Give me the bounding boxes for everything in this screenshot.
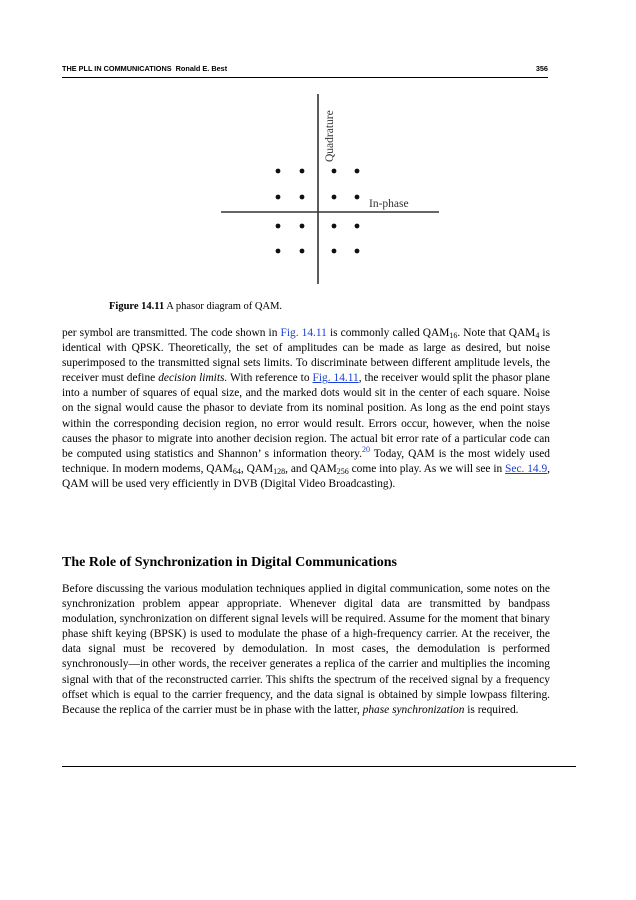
constellation-point <box>300 169 305 174</box>
paragraph-qam <box>62 326 550 492</box>
quadrature-label: Quadrature <box>324 110 336 162</box>
emphasis: decision limits. <box>158 372 228 385</box>
constellation-point <box>276 224 281 229</box>
figure-link[interactable]: Fig. 14.11 <box>312 372 359 385</box>
constellation-point <box>332 169 337 174</box>
figure-link[interactable]: Fig. 14.11 <box>280 327 327 339</box>
subscript: 128 <box>273 466 286 476</box>
section-link[interactable]: Sec. 14.9 <box>505 462 548 475</box>
in-phase-label: In-phase <box>369 198 409 210</box>
text-run: Today, QAM is the most widely used technique. In modern modems, QAM <box>62 447 551 475</box>
constellation-point <box>276 169 281 174</box>
subscript: 16 <box>449 331 458 340</box>
text-run: , the receiver would split the phasor plane into a number of squares of equal size, and the marked dots would sit in the center of each square. Noise on the signal would cause the phasor to deviate from its nominal position. As long as the end point stays within the corresponding decision region, no error would result. Errors occur, however, when the noise causes the phasor to migrate into another decision region. The actual bit error rate of a particular code can be computed using statistics and Shannon’ s information theory. <box>62 372 550 460</box>
subscript: 256 <box>336 466 349 476</box>
text-run: , QAM will be used very efficiently in DVB (Digital Video Broadcasting). <box>62 462 550 490</box>
text-run: , and QAM <box>285 462 337 475</box>
constellation-point <box>300 195 305 200</box>
caption-label: Figure 14.11 <box>109 301 165 312</box>
constellation-point <box>355 169 360 174</box>
page-number: 356 <box>535 64 548 73</box>
paragraph-synchronization <box>62 582 550 718</box>
section-heading: The Role of Synchronization in Digital Communications <box>62 555 397 570</box>
footer-rule <box>62 766 576 767</box>
text-run: Before discussing the various modulation techniques applied in digital communication, some notes on the synchronization problem appear appropriate. Whenever digital data are transmitted by bandpass modulation, synchronization on different signal levels will be required. Assume for the moment that binary phase shift keying (BPSK) is used to modulate the phase of a high-frequency carrier. At the receiver, the data signal must be recovered by demodulation. In most cases, the demodulation is performed synchronously—in other words, the receiver generates a replica of the carrier and multiplies the incoming signal with that of the reconstructed carrier. This shifts the spectrum of the received signal by a frequency offset which is equal to the carrier frequency, and the data signal is obtained by simple lowpass filtering. Because the replica of the carrier must be in phase with the latter, <box>62 583 550 716</box>
emphasis: phase synchronization <box>362 703 465 716</box>
constellation-point <box>355 195 360 200</box>
constellation-point <box>276 195 281 200</box>
header-author: Ronald E. Best <box>175 64 228 73</box>
constellation-point <box>332 195 337 200</box>
text-run: . Note that QAM <box>457 327 536 339</box>
text-run: , QAM <box>240 462 274 475</box>
constellation-point <box>355 224 360 229</box>
text-run: come into play. As we will see in <box>348 462 506 475</box>
text-run: is identical with QPSK. Theoretically, the set of amplitudes can be made as large as desired, but noise superimposed to the transmitted signal sets limits. To discriminate between different amplitude levels, the receiver must define <box>62 327 551 385</box>
header-title: THE PLL IN COMMUNICATIONS <box>62 64 172 73</box>
subscript: 4 <box>535 331 540 340</box>
constellation-point <box>332 224 337 229</box>
text-run: per symbol are transmitted. The code shown in <box>62 327 281 339</box>
constellation-point <box>276 249 281 254</box>
subscript: 64 <box>232 466 241 476</box>
constellation-point <box>300 224 305 229</box>
footnote-ref[interactable]: 20 <box>361 444 370 454</box>
constellation-point <box>300 249 305 254</box>
qam-phasor-diagram <box>215 90 445 290</box>
caption-text: A phasor diagram of QAM. <box>166 301 283 312</box>
text-run: is commonly called QAM <box>326 327 450 339</box>
constellation-point <box>355 249 360 254</box>
running-header <box>62 64 548 73</box>
text-run: is required. <box>464 703 519 716</box>
constellation-point <box>332 249 337 254</box>
figure-caption <box>109 301 282 312</box>
header-rule <box>62 77 548 78</box>
text-run: With reference to <box>227 372 313 385</box>
